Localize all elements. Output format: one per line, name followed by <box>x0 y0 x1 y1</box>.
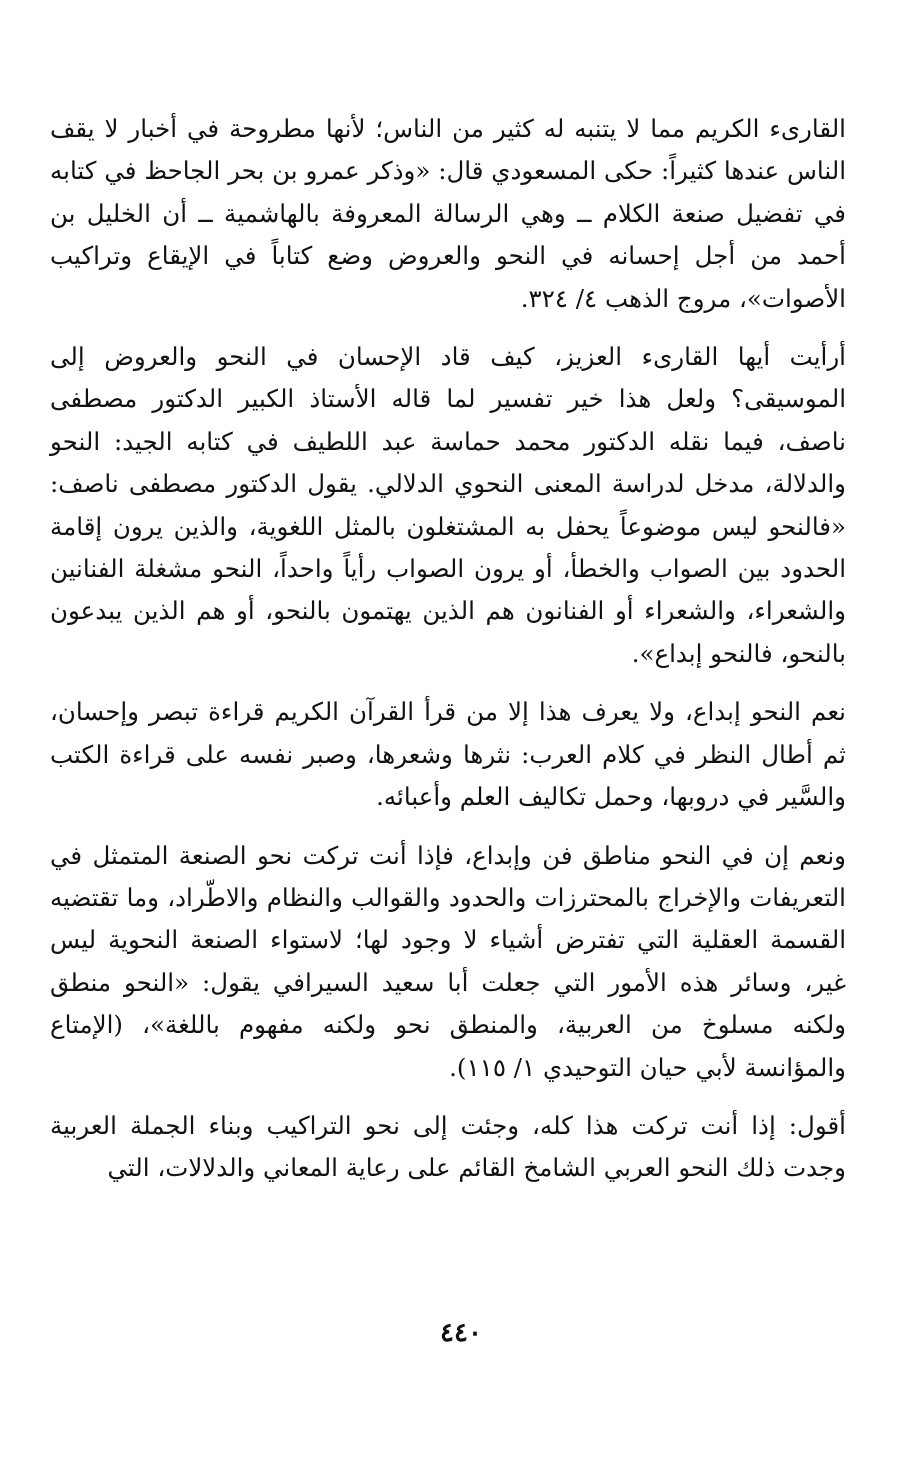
body-text <box>50 108 846 1190</box>
paragraph-4: ونعم إن في النحو مناطق فن وإبداع، فإذا أنت تركت نحو الصنعة المتمثل في التعريفات والإخراج بالمحترزات والحدود والقوالب والنظام والاطّراد، وما تقتضيه القسمة العقلية التي تفترض أشياء لا وجود لها؛ لاستواء الصنعة النحوية ليس غير، وسائر هذه الأمور التي جعلت أبا سعيد السيرافي يقول: «النحو منطق ولكنه مسلوخ من العربية، والمنطق نحو ولكنه مفهوم باللغة»، (الإمتاع والمؤانسة لأبي حيان التوحيدي ١/ ١١٥). <box>50 840 846 1082</box>
page-number: ٤٤٠ <box>440 1318 482 1348</box>
paragraph-3: نعم النحو إبداع، ولا يعرف هذا إلا من قرأ القرآن الكريم قراءة تبصر وإحسان، ثم أطال النظر في كلام العرب: نثرها وشعرها، وصبر نفسه على قراءة الكتب والسَّير في دروبها، وحمل تكاليف العلم وأعبائه. <box>50 697 846 812</box>
paragraph-5: أقول: إذا أنت تركت هذا كله، وجئت إلى نحو التراكيب وبناء الجملة العربية وجدت ذلك النحو العربي الشامخ القائم على رعاية المعاني والدلالات، التي <box>50 1110 846 1183</box>
paragraph-1: القارىء الكريم مما لا يتنبه له كثير من الناس؛ لأنها مطروحة في أخبار لا يقف الناس عندها كثيراً: حكى المسعودي قال: «وذكر عمرو بن بحر الجاحظ في كتابه في تفضيل صنعة الكلام ــ وهي الرسالة المعروفة بالهاشمية ــ أن الخليل بن أحمد من أجل إحسانه في النحو والعروض وضع كتاباً في الإيقاع وتراكيب الأصوات»، مروج الذهب ٤/ ٣٢٤. <box>50 114 846 313</box>
paragraph-2: أرأيت أيها القارىء العزيز، كيف قاد الإحسان في النحو والعروض إلى الموسيقى؟ ولعل هذا خير تفسير لما قاله الأستاذ الكبير الدكتور مصطفى ناصف، فيما نقله الدكتور محمد حماسة عبد اللطيف في كتابه الجيد: النحو والدلالة، مدخل لدراسة المعنى النحوي الدلالي. يقول الدكتور مصطفى ناصف: «فالنحو ليس موضوعاً يحفل به المشتغلون بالمثل اللغوية، والذين يرون إقامة الحدود بين الصواب والخطأ، أو يرون الصواب رأياً واحداً، النحو مشغلة الفنانين والشعراء، والشعراء أو الفنانون هم الذين يهتمون بالنحو، أو هم الذين يبدعون بالنحو، فالنحو إبداع». <box>50 342 846 668</box>
